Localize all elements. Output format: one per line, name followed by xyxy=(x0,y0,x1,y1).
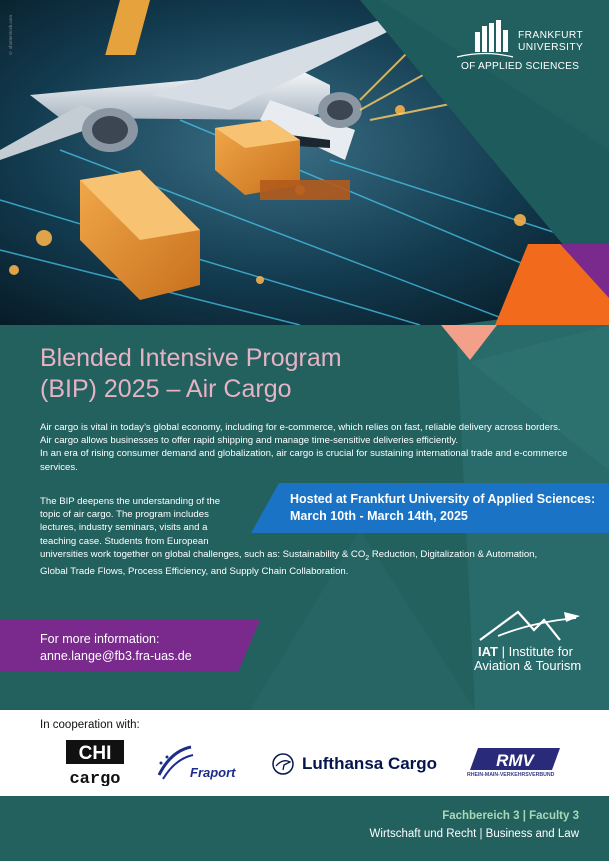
university-line2: UNIVERSITY xyxy=(518,42,584,53)
page-title xyxy=(40,343,460,405)
rmv-logo xyxy=(470,748,560,772)
intro-paragraph-2: In an era of rising consumer demand and globalization, air cargo is crucial for sustaining international trade and e-commerce services. xyxy=(40,448,568,473)
university-line1: FRANKFURT xyxy=(518,30,584,41)
image-credit: © shutterstock.com xyxy=(8,15,13,56)
chi-logo-top: CHI xyxy=(78,743,112,764)
bip-line: The BIP deepens the understanding of the xyxy=(40,496,221,507)
intro-paragraph-1: Air cargo is vital in today’s global economy, including for e-commerce, which relies on fast, reliable delivery across borders. Air cargo allows businesses to offer rapid shipping and manage time-sensitive deliveries efficiently. xyxy=(40,422,561,447)
hosted-location: Hosted at Frankfurt University of Applied Sciences: xyxy=(290,492,596,506)
department-label: Wirtschaft und Recht | Business and Law xyxy=(369,828,579,840)
contact-email[interactable]: anne.lange@fb3.fra-uas.de xyxy=(40,649,192,663)
chi-logo-bottom: cargo xyxy=(69,770,121,786)
university-name xyxy=(518,30,583,54)
faculty-label: Fachbereich 3 | Faculty 3 xyxy=(442,810,579,822)
cooperation-label: In cooperation with: xyxy=(40,719,140,731)
university-logo xyxy=(455,20,515,60)
bip-line: teaching case. Students from European xyxy=(40,535,209,547)
iat-line2: Aviation & Tourism xyxy=(474,658,582,673)
university-line3: OF APPLIED SCIENCES xyxy=(461,61,580,72)
hosted-text xyxy=(290,491,595,525)
lufthansa-crane-icon xyxy=(271,752,295,776)
bip-line: Global Trade Flows, Process Efficiency, and Supply Chain Collaboration. xyxy=(40,565,349,577)
iat-mountain-plane-icon xyxy=(478,604,583,644)
rmv-logo-text: RMV xyxy=(496,751,534,770)
lufthansa-cargo-logo: Lufthansa Cargo xyxy=(302,754,438,773)
intro-text xyxy=(40,421,570,474)
iat-line1: Institute for xyxy=(508,644,573,659)
title-line2: (BIP) 2025 – Air Cargo xyxy=(40,375,292,403)
title-line1: Blended Intensive Program xyxy=(40,344,342,372)
iat-name: IAT | Institute for xyxy=(478,644,573,659)
chi-cargo-logo xyxy=(66,740,124,786)
bip-line-part: universities work together on global challenges, such as: Sustainability & CO xyxy=(40,548,366,560)
iat-abbr: IAT xyxy=(478,644,498,659)
bip-line: lectures, industry seminars, visits and a xyxy=(40,522,208,534)
contact-info xyxy=(40,631,192,665)
bip-line-part: Reduction, Digitalization & Automation, xyxy=(369,548,538,560)
bip-line xyxy=(40,548,580,565)
contact-label: For more information: xyxy=(40,632,160,646)
hosted-dates: March 10th - March 14th, 2025 xyxy=(290,509,468,523)
fraport-logo-mark xyxy=(155,745,195,781)
co2-subscript: 2 xyxy=(365,554,370,562)
rmv-subtitle: RHEIN-MAIN-VERKEHRSVERBUND xyxy=(467,772,555,778)
fraport-logo: Fraport xyxy=(190,765,236,780)
bip-line: topic of air cargo. The program includes xyxy=(40,509,209,521)
